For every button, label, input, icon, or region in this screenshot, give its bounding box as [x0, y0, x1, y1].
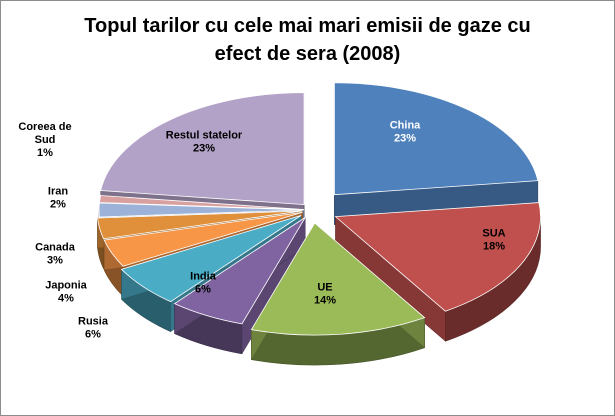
slice-label-5 [45, 280, 87, 305]
slice-label-8-line-1: Sud [34, 134, 56, 146]
slice-label-0-line-0: China [389, 119, 421, 132]
slice-label-6-line-1: 3% [47, 254, 63, 267]
slice-label-0-line-1: 23% [393, 132, 417, 145]
slice-label-4-line-0: Rusia [78, 315, 108, 328]
pie-slice-0 [334, 83, 537, 195]
slice-label-8-line-0: Coreea de [18, 121, 72, 133]
slice-label-3-line-0: India [190, 270, 216, 283]
slice-label-6-line-0: Canada [35, 241, 75, 254]
slice-label-7-line-0: Iran [47, 185, 69, 198]
slice-label-6 [35, 242, 76, 267]
slice-label-7 [48, 186, 68, 211]
chart-title-line-1: Topul tarilor cu cele mai mari emisii de gaze cu [84, 15, 531, 37]
slice-label-1 [482, 228, 505, 253]
slice-label-5-line-1: 4% [58, 292, 74, 305]
slice-label-4 [78, 316, 109, 341]
slice-label-9-line-1: 23% [192, 142, 216, 155]
chart-title-line-2: efect de sera (2008) [214, 43, 401, 65]
slice-label-9-line-0: Restul statelor [165, 129, 243, 142]
slice-label-7-line-1: 2% [50, 198, 66, 211]
slice-label-1-line-1: 18% [482, 240, 506, 253]
slice-label-8 [18, 121, 71, 159]
slice-label-8-line-2: 1% [37, 147, 53, 159]
slice-label-5-line-0: Japonia [45, 279, 87, 292]
slice-label-2-line-0: UE [317, 281, 333, 294]
slice-label-2-line-1: 14% [313, 294, 337, 307]
slice-label-1-line-0: SUA [482, 227, 506, 240]
slice-label-3-line-1: 6% [195, 283, 211, 296]
slice-label-4-line-1: 6% [85, 328, 101, 341]
